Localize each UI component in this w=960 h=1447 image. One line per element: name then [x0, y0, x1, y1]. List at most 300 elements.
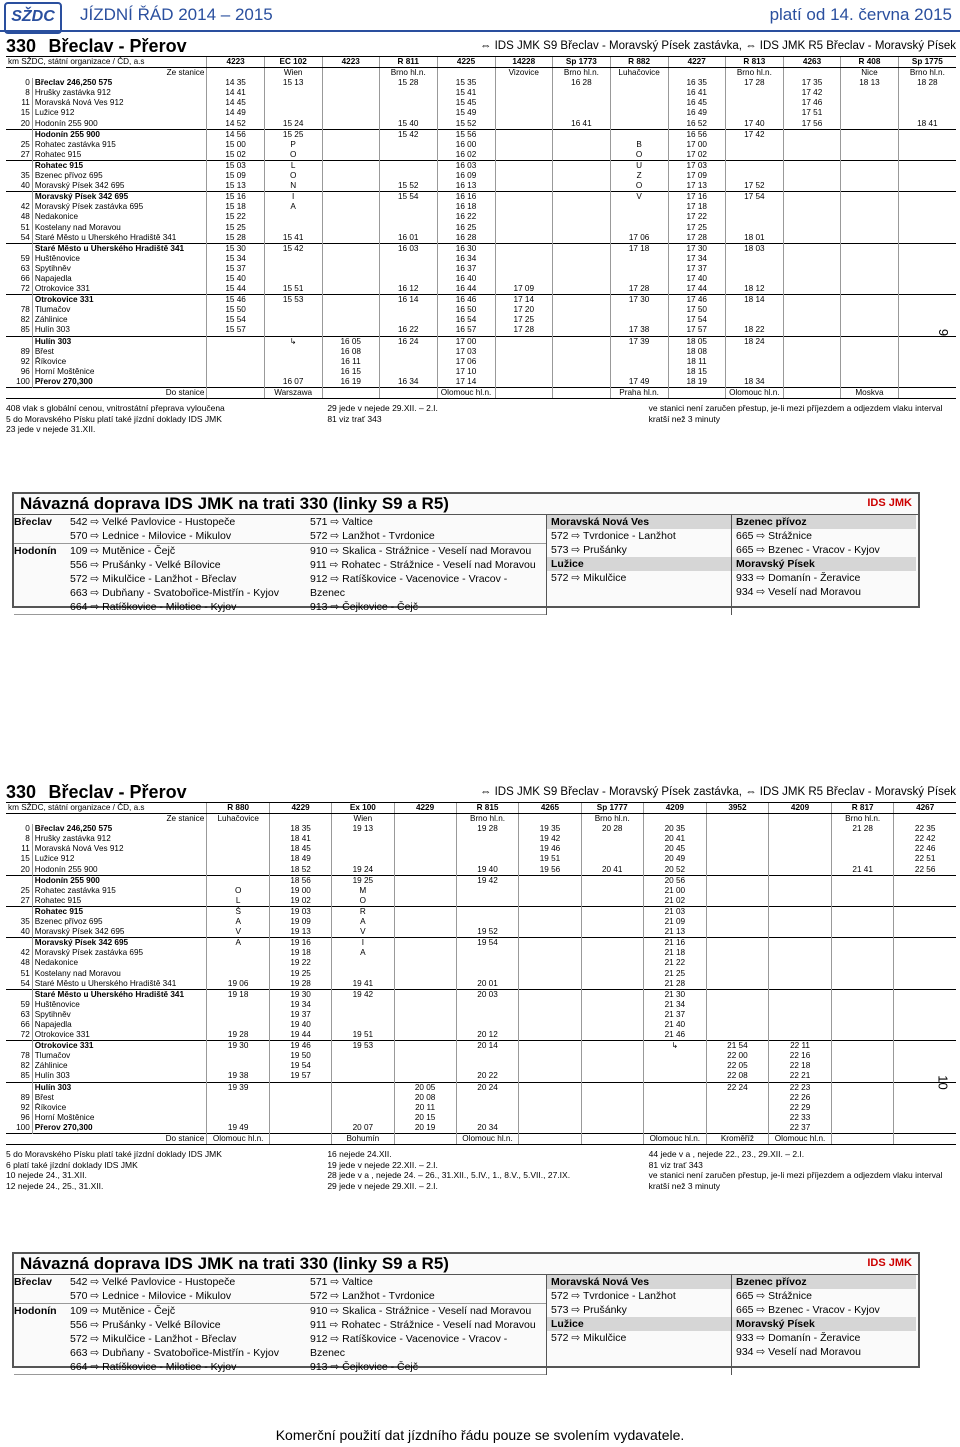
time-cell	[725, 274, 783, 284]
time-cell: 19 00	[270, 886, 332, 896]
time-cell	[831, 844, 893, 854]
time-cell: 15 40	[207, 274, 264, 284]
from-station	[643, 814, 706, 825]
time-cell	[581, 1000, 643, 1010]
km-value: 35	[20, 171, 30, 181]
time-cell	[322, 295, 379, 306]
train-number: 4229	[270, 803, 332, 814]
ids-col	[310, 1304, 540, 1374]
km-value	[6, 160, 32, 171]
time-cell: 19 41	[332, 979, 394, 990]
time-cell	[831, 886, 893, 896]
time-cell	[379, 171, 437, 181]
time-cell: V	[207, 927, 270, 938]
time-cell	[725, 357, 783, 367]
time-cell: V	[332, 927, 394, 938]
ids-line: 934 ⇨ Veselí nad Moravou	[736, 586, 861, 598]
time-cell	[581, 896, 643, 907]
km-value: 89	[20, 346, 30, 356]
to-station	[894, 1134, 956, 1145]
time-cell: 20 24	[456, 1082, 519, 1093]
km-value: 54	[20, 978, 30, 988]
time-cell: 20 01	[456, 979, 519, 990]
station-row	[6, 989, 956, 1000]
time-cell	[394, 989, 456, 1000]
time-cell	[841, 171, 899, 181]
time-cell	[332, 1020, 394, 1030]
time-cell	[379, 98, 437, 108]
time-cell	[264, 315, 322, 325]
time-cell: M	[332, 886, 394, 896]
time-cell	[495, 192, 553, 203]
from-station: Brno hl.n.	[831, 814, 893, 825]
time-cell: O	[610, 181, 668, 192]
ids-title: Návazná doprava IDS JMK na trati 330 (linky S9 a R5)	[20, 1254, 449, 1273]
time-cell	[456, 844, 519, 854]
time-cell	[519, 1041, 581, 1052]
time-cell: 21 22	[643, 958, 706, 968]
time-cell	[769, 1020, 832, 1030]
time-cell: 16 30	[437, 243, 495, 254]
page-number: 9	[936, 328, 952, 337]
km-value: 92	[20, 1102, 30, 1112]
time-cell	[322, 192, 379, 203]
time-cell: 17 28	[610, 284, 668, 295]
station-row	[6, 948, 956, 958]
time-cell	[456, 896, 519, 907]
time-cell	[581, 1103, 643, 1113]
time-cell: P	[264, 140, 322, 150]
station-row	[6, 1030, 956, 1041]
time-cell	[783, 305, 840, 315]
time-cell	[519, 1093, 581, 1103]
time-cell	[456, 1010, 519, 1020]
km-value: 11	[21, 844, 30, 854]
station-name: Kostelany nad Moravou	[32, 223, 207, 233]
time-cell: 20 07	[332, 1123, 394, 1134]
station-row	[6, 1093, 956, 1103]
time-cell: 21 02	[643, 896, 706, 907]
time-cell: 15 22	[207, 212, 264, 222]
ids-line: 664 ⇨ Ratíškovice - Milotice - Kyjov	[70, 601, 237, 613]
time-cell: 15 57	[207, 325, 264, 336]
station-row	[6, 295, 956, 306]
time-cell	[831, 989, 893, 1000]
time-cell	[769, 948, 832, 958]
station-row	[6, 315, 956, 325]
ids-station: Hodonín	[14, 1305, 57, 1317]
station-row	[6, 254, 956, 264]
time-cell	[456, 1061, 519, 1071]
time-cell	[610, 212, 668, 222]
time-cell	[783, 315, 840, 325]
train-number: 4223	[207, 57, 264, 68]
ids-body	[14, 1275, 918, 1375]
time-cell	[519, 1061, 581, 1071]
time-cell	[610, 357, 668, 367]
time-cell	[519, 1082, 581, 1093]
time-cell	[841, 377, 899, 388]
time-cell	[581, 906, 643, 917]
from-station	[207, 68, 264, 79]
time-cell	[519, 1020, 581, 1030]
time-cell	[553, 377, 611, 388]
station-name: Horní Moštěnice	[32, 1113, 206, 1123]
time-cell	[379, 160, 437, 171]
time-cell	[898, 171, 956, 181]
time-cell	[725, 108, 783, 118]
time-cell	[610, 98, 668, 108]
time-cell: 16 16	[437, 192, 495, 203]
ids-right	[732, 515, 916, 615]
note-item: 23 jede v nejede 31.XII.	[6, 424, 96, 435]
time-cell: 16 19	[322, 377, 379, 388]
time-cell: I	[264, 192, 322, 203]
time-cell: 21 28	[643, 979, 706, 990]
time-cell: 22 26	[769, 1093, 832, 1103]
timetable-title: JÍZDNÍ ŘÁD 2014 – 2015	[80, 5, 273, 24]
station-name: Rohatec 915	[32, 150, 207, 161]
time-cell: 16 03	[379, 243, 437, 254]
station-name: Hrušky zastávka 912	[32, 88, 207, 98]
from-station: Wien	[264, 68, 322, 79]
time-cell: 16 49	[668, 108, 725, 118]
time-cell	[394, 854, 456, 864]
time-cell: 19 03	[270, 906, 332, 917]
time-cell	[610, 274, 668, 284]
time-cell	[831, 896, 893, 907]
time-cell	[270, 1103, 332, 1113]
time-cell	[898, 357, 956, 367]
time-cell	[495, 223, 553, 233]
time-cell	[553, 202, 611, 212]
train-header-row	[6, 57, 956, 68]
time-cell: 16 01	[379, 233, 437, 244]
time-cell	[841, 140, 899, 150]
time-cell	[495, 140, 553, 150]
km-value: 85	[20, 325, 30, 335]
time-cell	[322, 160, 379, 171]
station-row	[6, 844, 956, 854]
time-cell	[783, 336, 840, 347]
time-cell	[332, 958, 394, 968]
note-item: 408 vlak s globální cenou, vnitrostátní přeprava vyloučena	[6, 403, 225, 414]
station-row	[6, 886, 956, 896]
time-cell	[841, 305, 899, 315]
km-value: 63	[20, 1009, 30, 1019]
from-station	[769, 814, 832, 825]
time-cell: 20 05	[394, 1082, 456, 1093]
time-cell	[553, 88, 611, 98]
time-cell	[581, 1030, 643, 1041]
time-cell	[581, 917, 643, 927]
ids-line: 665 ⇨ Strážnice	[736, 530, 812, 542]
time-cell	[581, 1082, 643, 1093]
time-cell	[581, 989, 643, 1000]
time-cell: 19 13	[270, 927, 332, 938]
notes-1	[6, 403, 956, 435]
time-cell: 21 03	[643, 906, 706, 917]
time-cell	[394, 906, 456, 917]
time-cell: 17 30	[668, 243, 725, 254]
time-cell: 16 34	[437, 254, 495, 264]
time-cell: 17 57	[668, 325, 725, 336]
from-station	[437, 68, 495, 79]
time-cell: 16 57	[437, 325, 495, 336]
time-cell: ↳	[264, 336, 322, 347]
km-value: 11	[21, 98, 30, 108]
time-cell	[379, 274, 437, 284]
time-cell	[332, 1061, 394, 1071]
ids-col	[70, 515, 310, 543]
note-item: 12 nejede 24., 25., 31.XII.	[6, 1180, 104, 1191]
time-cell: 22 37	[769, 1123, 832, 1134]
station-name: Staré Město u Uherského Hradiště 341	[32, 979, 206, 990]
time-cell	[519, 989, 581, 1000]
km-value	[6, 1041, 32, 1052]
station-row	[6, 223, 956, 233]
time-cell	[610, 88, 668, 98]
time-cell	[769, 875, 832, 886]
to-station	[495, 388, 553, 399]
ids-title: Návazná doprava IDS JMK na trati 330 (linky S9 a R5)	[20, 494, 449, 513]
station-row	[6, 347, 956, 357]
to-station: Olomouc hl.n.	[643, 1134, 706, 1145]
from-station: Brno hl.n.	[456, 814, 519, 825]
station-row	[6, 1061, 956, 1071]
time-cell	[456, 948, 519, 958]
station-name: Říkovice	[32, 1103, 206, 1113]
time-cell	[456, 854, 519, 864]
time-cell	[264, 108, 322, 118]
time-cell	[553, 305, 611, 315]
time-cell: 17 13	[668, 181, 725, 192]
time-cell	[394, 979, 456, 990]
time-cell: 15 44	[207, 284, 264, 295]
note-item: ve stanici není zaručen přestup, je-li mezi příjezdem a odjezdem vlaku interval kratší než 3 minuty	[648, 1170, 943, 1191]
time-cell: 21 13	[643, 927, 706, 938]
ids-mid	[547, 515, 732, 615]
time-cell	[831, 1123, 893, 1134]
time-cell	[495, 243, 553, 254]
station-row	[6, 896, 956, 907]
time-cell: 19 02	[270, 896, 332, 907]
time-cell	[553, 295, 611, 306]
time-cell	[725, 264, 783, 274]
operator-label: km SŽDC, státní organizace / ČD, a.s	[6, 803, 207, 814]
time-cell	[725, 367, 783, 377]
time-cell	[769, 896, 832, 907]
time-cell	[841, 202, 899, 212]
time-cell	[610, 108, 668, 118]
time-cell	[322, 129, 379, 140]
km-value: 96	[20, 1112, 30, 1122]
time-cell	[610, 78, 668, 88]
from-station: Brno hl.n.	[898, 68, 956, 79]
time-cell	[706, 1123, 768, 1134]
time-cell	[898, 160, 956, 171]
time-cell: 16 46	[437, 295, 495, 306]
time-cell: 17 25	[495, 315, 553, 325]
time-cell: 16 41	[553, 119, 611, 130]
km-value: 51	[20, 968, 30, 978]
station-row	[6, 906, 956, 917]
station-name: Hrušky zastávka 912	[32, 834, 206, 844]
ids-line: 912 ⇨ Ratíškovice - Vacenovice - Vracov - Bzenec	[310, 573, 508, 599]
time-cell	[898, 243, 956, 254]
km-value: 85	[20, 1071, 30, 1081]
time-cell	[519, 927, 581, 938]
time-cell	[394, 1000, 456, 1010]
time-cell	[769, 886, 832, 896]
time-cell	[581, 948, 643, 958]
time-cell	[894, 1030, 956, 1041]
ids-col	[310, 1275, 540, 1303]
time-cell	[394, 917, 456, 927]
train-number: 4265	[519, 803, 581, 814]
time-cell: 19 30	[207, 1041, 270, 1052]
station-name: Záhlinice	[32, 315, 207, 325]
from-station: Vizovice	[495, 68, 553, 79]
time-cell	[894, 1010, 956, 1020]
time-cell	[841, 315, 899, 325]
time-cell	[783, 223, 840, 233]
time-cell: 16 09	[437, 171, 495, 181]
time-cell	[841, 284, 899, 295]
time-cell	[553, 181, 611, 192]
time-cell: 17 49	[610, 377, 668, 388]
ids-col	[70, 544, 310, 614]
time-cell: O	[264, 150, 322, 161]
time-cell: 17 20	[495, 305, 553, 315]
ids-col	[310, 544, 540, 614]
time-cell	[495, 88, 553, 98]
time-cell	[725, 223, 783, 233]
ids-line: 556 ⇨ Prušánky - Velké Bílovice	[70, 1319, 221, 1331]
time-cell: 18 15	[668, 367, 725, 377]
station-row	[6, 834, 956, 844]
time-cell	[831, 906, 893, 917]
time-cell	[394, 927, 456, 938]
to-row	[6, 388, 956, 399]
station-name: Hodonín 255 900	[32, 875, 206, 886]
ids-line: 910 ⇨ Skalica - Strážnice - Veselí nad Moravou	[310, 545, 532, 557]
note-item: 5 do Moravského Písku platí také jízdní doklady IDS JMK	[6, 413, 222, 424]
time-cell	[322, 325, 379, 336]
time-cell: 15 24	[264, 119, 322, 130]
time-cell	[769, 969, 832, 979]
time-cell	[581, 927, 643, 938]
time-cell: V	[610, 192, 668, 203]
time-cell	[783, 367, 840, 377]
time-cell	[207, 367, 264, 377]
time-cell	[207, 969, 270, 979]
time-cell	[643, 1103, 706, 1113]
route-name: Břeclav - Přerov	[48, 782, 187, 802]
time-cell: 18 56	[270, 875, 332, 886]
time-cell: 17 28	[495, 325, 553, 336]
time-cell	[643, 1071, 706, 1082]
ids-line: 572 ⇨ Mikulčice	[551, 572, 627, 584]
station-row	[6, 377, 956, 388]
km-value: 0	[25, 824, 30, 834]
ids-station: Moravská Nová Ves	[547, 1275, 731, 1289]
from-row	[6, 814, 956, 825]
time-cell	[581, 1123, 643, 1134]
note-item: 16 nejede 24.XII.	[327, 1149, 392, 1160]
time-cell	[898, 202, 956, 212]
time-cell: 17 54	[668, 315, 725, 325]
time-cell	[831, 1093, 893, 1103]
time-cell	[495, 119, 553, 130]
km-value: 27	[20, 149, 30, 159]
ids-station: Lužice	[547, 557, 731, 571]
time-cell	[553, 243, 611, 254]
time-cell: 19 18	[270, 948, 332, 958]
station-name: Rohatec 915	[32, 906, 206, 917]
station-name: Huštěnovice	[32, 1000, 206, 1010]
time-cell	[207, 824, 270, 834]
station-row	[6, 917, 956, 927]
ids-brand: IDS JMK	[867, 497, 912, 509]
time-cell	[394, 896, 456, 907]
station-row	[6, 1000, 956, 1010]
time-cell: 19 30	[270, 989, 332, 1000]
time-cell	[322, 88, 379, 98]
station-name: Moravská Nová Ves 912	[32, 98, 207, 108]
train-number: Ex 100	[332, 803, 394, 814]
time-cell	[841, 357, 899, 367]
time-cell	[706, 1113, 768, 1123]
time-cell	[898, 181, 956, 192]
time-cell	[332, 844, 394, 854]
time-cell: 19 06	[207, 979, 270, 990]
time-cell: 19 40	[270, 1020, 332, 1030]
time-cell	[322, 98, 379, 108]
time-cell	[841, 98, 899, 108]
time-cell	[207, 336, 264, 347]
time-cell	[322, 243, 379, 254]
time-cell: 15 52	[437, 119, 495, 130]
to-station	[519, 1134, 581, 1145]
time-cell: 18 52	[270, 865, 332, 876]
time-cell	[207, 1103, 270, 1113]
time-cell	[207, 865, 270, 876]
time-cell	[207, 1051, 270, 1061]
time-cell	[581, 875, 643, 886]
time-cell: 15 18	[207, 202, 264, 212]
km-value: 25	[20, 885, 30, 895]
to-label: Do stanice	[6, 1134, 207, 1145]
station-name: Otrokovice 331	[32, 284, 207, 295]
ids-line: 911 ⇨ Rohatec - Strážnice - Veselí nad Moravou	[310, 559, 536, 571]
time-cell	[553, 129, 611, 140]
to-station: Warszawa	[264, 388, 322, 399]
time-cell	[264, 98, 322, 108]
from-station	[668, 68, 725, 79]
from-station	[322, 68, 379, 79]
time-cell: 16 37	[437, 264, 495, 274]
station-name: Bzenec přívoz 695	[32, 171, 207, 181]
time-cell	[898, 315, 956, 325]
time-cell	[894, 927, 956, 938]
ids-line: 572 ⇨ Lanžhot - Tvrdonice	[310, 530, 435, 542]
time-cell	[894, 1113, 956, 1123]
time-cell	[495, 377, 553, 388]
time-cell	[394, 1041, 456, 1052]
station-name: Rohatec zastávka 915	[32, 140, 207, 150]
time-cell	[207, 844, 270, 854]
